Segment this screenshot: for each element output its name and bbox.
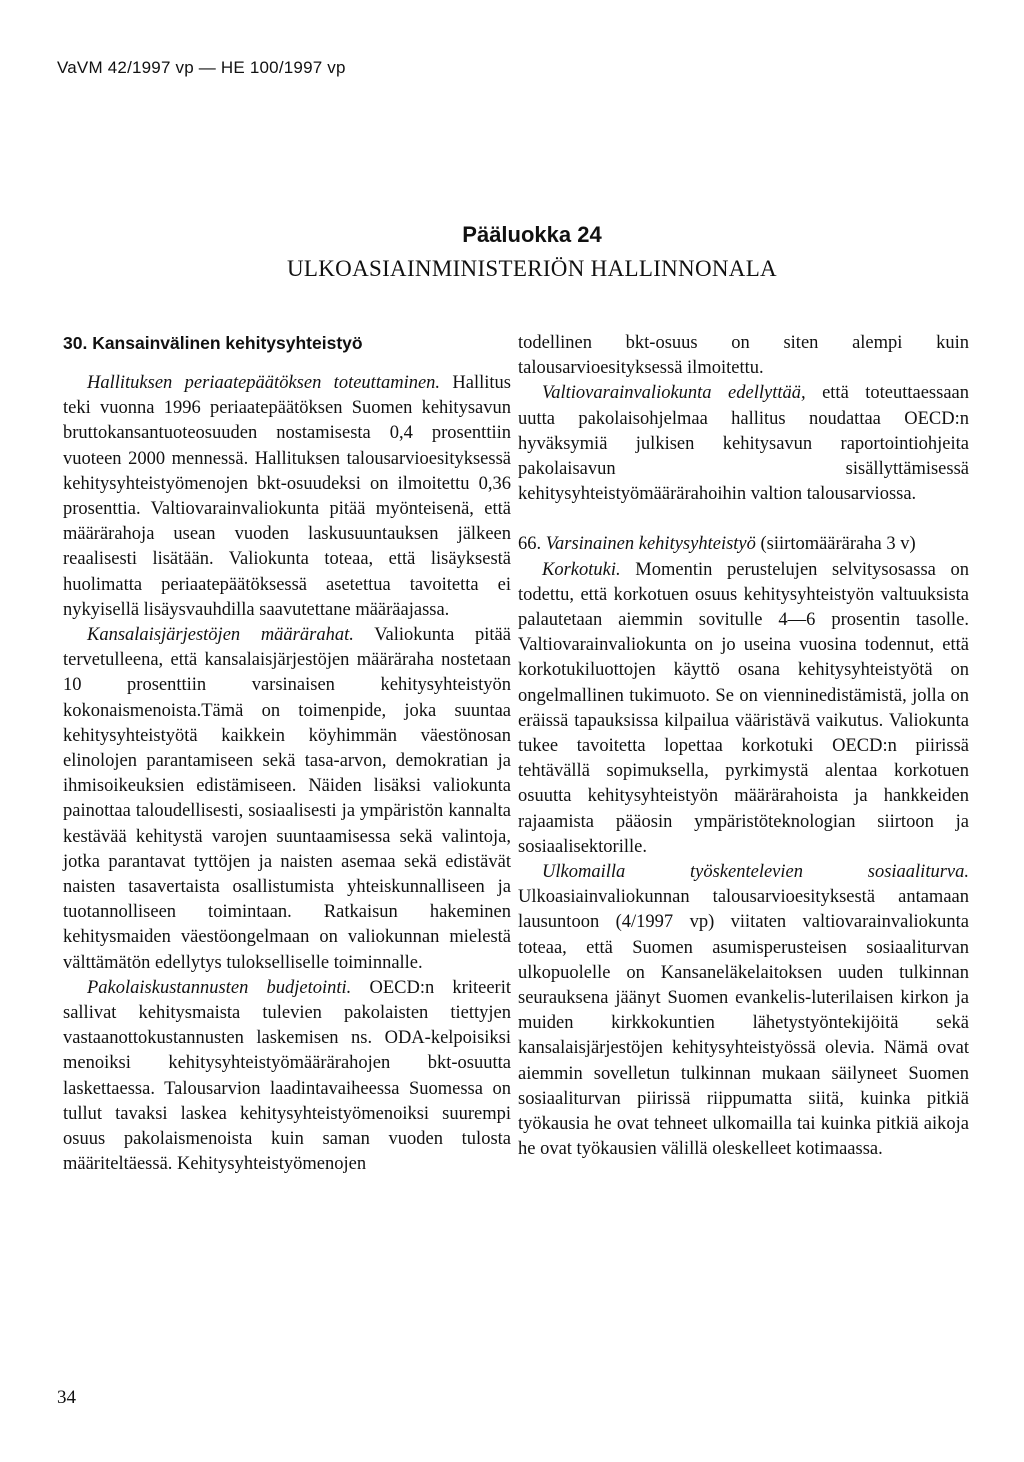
running-header: VaVM 42/1997 vp — HE 100/1997 vp [57,58,346,77]
paragraph-lead: Pakolaiskustannusten budjetointi. [87,977,352,998]
paragraph-social-security [518,860,969,1162]
paragraph-lead: Ulkomailla työskentelevien sosiaaliturva. [542,862,969,883]
paragraph-body: Hallitus teki vuonna 1996 periaatepäätöksen Suomen kehitysavun bruttokansantuoteosuuden nostamisesta 0,4 prosenttiin vuoteen 2000 mennessä. Hallituksen talousarvioesityksessä kehitysyhteistyömenojen bkt-osuudeksi on ilmoitettu 0,36 prosenttia. Valtiovarainvaliokunta pitää myönteisenä, että määrärahoja usean vuoden laskusuuntauksen jälkeen reaalisesti lisätään. Valiokunta toteaa, että lisäyksestä huolimatta periaatepäätöksessä asetettua tavoitetta ei nykyisellä lisäysvauhdilla saavutettane määräajassa. [63,373,511,620]
paragraph-interest-subsidy [518,558,969,860]
item-suffix: (siirtomääräraha 3 v) [755,534,916,555]
right-column [518,331,969,1163]
paragraph-continuation: todellinen bkt-osuus on siten alempi kuin talousarvioesityksessä ilmoitettu. [518,333,969,379]
paragraph-lead: Kansalaisjärjestöjen määrärahat. [87,625,354,646]
ministry-title: ULKOASIAINMINISTERIÖN HALLINNONALA [287,256,777,281]
paragraph-implementation [63,371,511,623]
item-number: 66. [518,534,546,555]
section-heading [0,222,1024,282]
item-66-title [518,532,969,557]
paragraph-body: Ulkoasiainvaliokunnan talousarvioesityksestä antamaan lausuntoon (4/1997 vp) viitaten valtiovarainvaliokunta toteaa, että Suomen asumisperusteisen sosiaaliturvan ulkopuolelle on Kansaneläkelaitoksen uuden tulkinnan seurauksena jäänyt Suomen evankelis-luterilaisen kirkon ja muiden kirkkokuntien lähetystyöntekijöitä sekä kansalaisjärjestöjen kehitysyhteistyössä olevia. Nämä ovat aiemmin sovelletun tulkinnan mukaan säilyneet Suomen sosiaaliturvan piirissä riippumatta siitä, kuinka pitkiä työkausia he ovat tehneet ulkomailla tai kuinka pitkiä aikoja he ovat työkausien välillä oleskelleet kotimaassa. [518,887,969,1160]
item-30-title: 30. Kansainvälinen kehitysyhteistyö [63,333,363,353]
paragraph-lead: Valtiovarainvaliokunta edellyttää, [542,383,806,404]
left-column [63,331,511,1178]
paragraph-committee-requirement [518,381,969,507]
paragraph-body: Valiokunta pitää tervetulleena, että kansalaisjärjestöjen määräraha nostetaan 10 prosenttiin varsinaisen kehitysyhteistyön kokonaismenoista.Tämä on toimenpide, joka suuntaa kehitysyhteistyötä kaikkein köyhimmän väestönosan elinolojen parantamiseen sekä tasa-arvon, demokratian ja ihmisoikeuksien edistämiseen. Näiden lisäksi valiokunta painottaa taloudellisesti, sosiaalisesti ja ympäristön kannalta kestävää kehitystä varojen suuntaamisessa sekä valintoja, jotka parantavat tyttöjen ja naisten asemaa sekä edistävät naisten tasavertaista osallistumista yhteiskunnalliseen ja tuotannolliseen toimintaan. Ratkaisun hakeminen kehitysmaiden väestöongelmaan on valiokunnan mielestä välttämätön edellytys tulokselliselle toiminnalle. [63,625,511,973]
paragraph-body: OECD:n kriteerit sallivat kehitysmaista tulevien pakolaisten tiettyjen vastaanottokustannusten laskemisen ns. ODA-kelpoisiksi menoiksi kehitysyhteistyömäärärahojen bkt-osuutta laskettaessa. Talousarvion laadintavaiheessa Suomessa on tullut tavaksi laskea kehitysyhteistyömenoiksi suurempi osuus pakolaismenoista kuin saman vuoden tulosta määriteltäessä. Kehitysyhteistyömenojen [63,977,511,1175]
main-class-title: Pääluokka 24 [462,222,602,247]
paragraph-body: että toteuttaessaan uutta pakolaisohjelmaa hallitus noudattaa OECD:n hyväksymiä julkisen kehitysavun raportointiohjeita pakolaisavun sisällyttämisessä kehitysyhteistyömäärärahoihin valtion talousarviossa. [518,383,970,505]
paragraph-lead: Korkotuki. [542,559,621,580]
paragraph-refugee-costs [63,976,511,1178]
paragraph-body: Momentin perustelujen selvitysosassa on todettu, että korkotuen osuus kehitysyhteistyön valtuuksista palautetaan aiemmin sovitulle 4—6 prosentin tasolle. Valtiovarainvaliokunta on jo useina vuosina todennut, että korkotukiluottojen käyttö osana kehitysyhteistyötä on ongelmallinen tukimuoto. Se on vienninedistämistä, jolla on eräissä tapauksissa kilpailua vääristävä vaikutus. Valiokunta tukee tavoitetta lopettaa korkotuki OECD:n piirissä tehtävällä sopimuksella, pyrkimystä alentaa korkotuen osuutta kehitysyhteistyön määrärahoista ja hankkeiden rajaamista pääosin ympäristöteknologian siirtoon ja sosiaalisektorille. [518,559,969,857]
paragraph-lead: Hallituksen periaatepäätöksen toteuttaminen. [87,373,441,393]
item-name: Varsinainen kehitysyhteistyö [545,534,756,555]
paragraph-ngo-appropriations [63,623,511,976]
page-number: 34 [57,1387,76,1408]
